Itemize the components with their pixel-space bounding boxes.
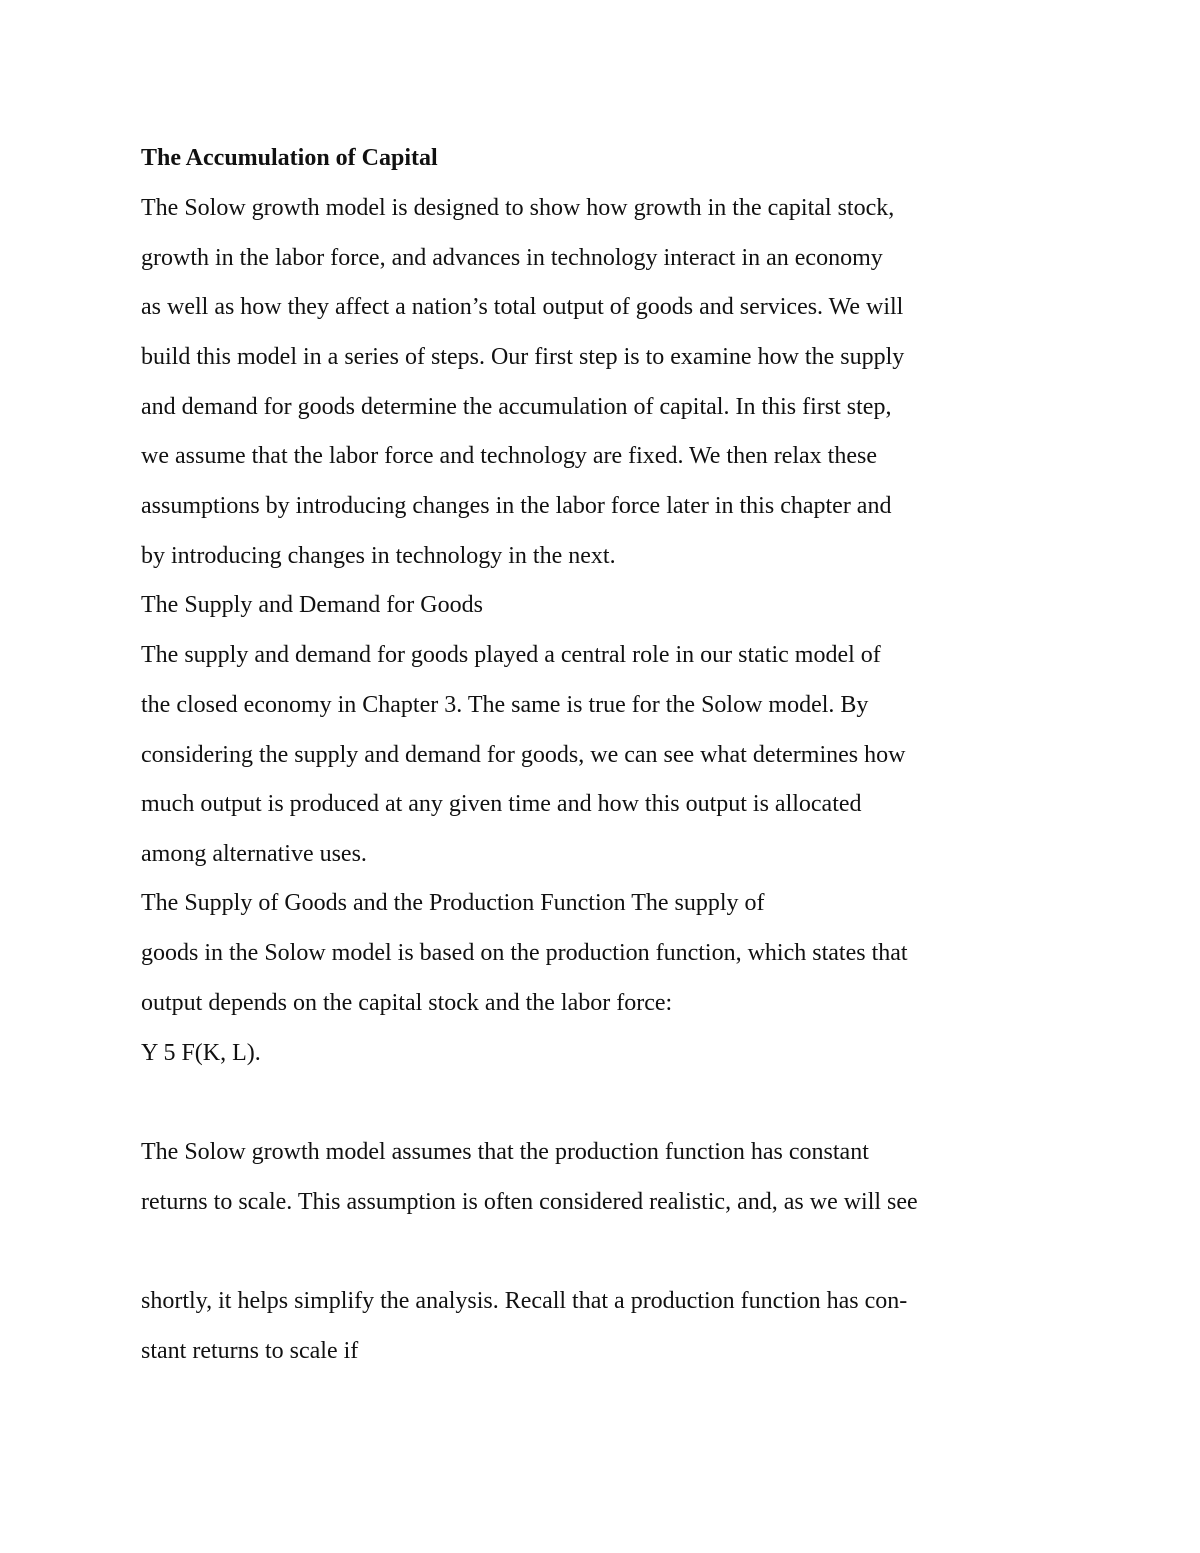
- text-line: The supply and demand for goods played a central role in our static model of: [141, 642, 881, 668]
- text-line: the closed economy in Chapter 3. The same is true for the Solow model. By: [141, 692, 869, 718]
- document-title: The Accumulation of Capital: [141, 145, 438, 171]
- text-line: assumptions by introducing changes in the labor force later in this chapter and: [141, 493, 892, 519]
- text-line: growth in the labor force, and advances in technology interact in an economy: [141, 245, 883, 271]
- text-line: we assume that the labor force and technology are fixed. We then relax these: [141, 443, 877, 469]
- text-line: The Supply of Goods and the Production Function The supply of: [141, 890, 765, 916]
- equation: Y 5 F(K, L).: [141, 1040, 261, 1066]
- text-line: as well as how they affect a nation’s total output of goods and services. We will: [141, 294, 904, 320]
- text-line: shortly, it helps simplify the analysis. Recall that a production function has con-: [141, 1288, 908, 1314]
- text-line: among alternative uses.: [141, 841, 367, 867]
- text-line: returns to scale. This assumption is often considered realistic, and, as we will see: [141, 1189, 918, 1215]
- text-line: by introducing changes in technology in the next.: [141, 543, 616, 569]
- text-line: and demand for goods determine the accumulation of capital. In this first step,: [141, 394, 892, 420]
- text-line: considering the supply and demand for goods, we can see what determines how: [141, 742, 906, 768]
- text-line: The Solow growth model assumes that the production function has constant: [141, 1139, 869, 1165]
- text-line: output depends on the capital stock and the labor force:: [141, 990, 673, 1016]
- text-line: The Solow growth model is designed to show how growth in the capital stock,: [141, 195, 895, 221]
- text-line: build this model in a series of steps. Our first step is to examine how the supply: [141, 344, 905, 370]
- text-line: stant returns to scale if: [141, 1338, 359, 1364]
- text-line: much output is produced at any given time and how this output is allocated: [141, 791, 862, 817]
- section-heading: The Supply and Demand for Goods: [141, 592, 483, 618]
- text-line: goods in the Solow model is based on the production function, which states that: [141, 940, 908, 966]
